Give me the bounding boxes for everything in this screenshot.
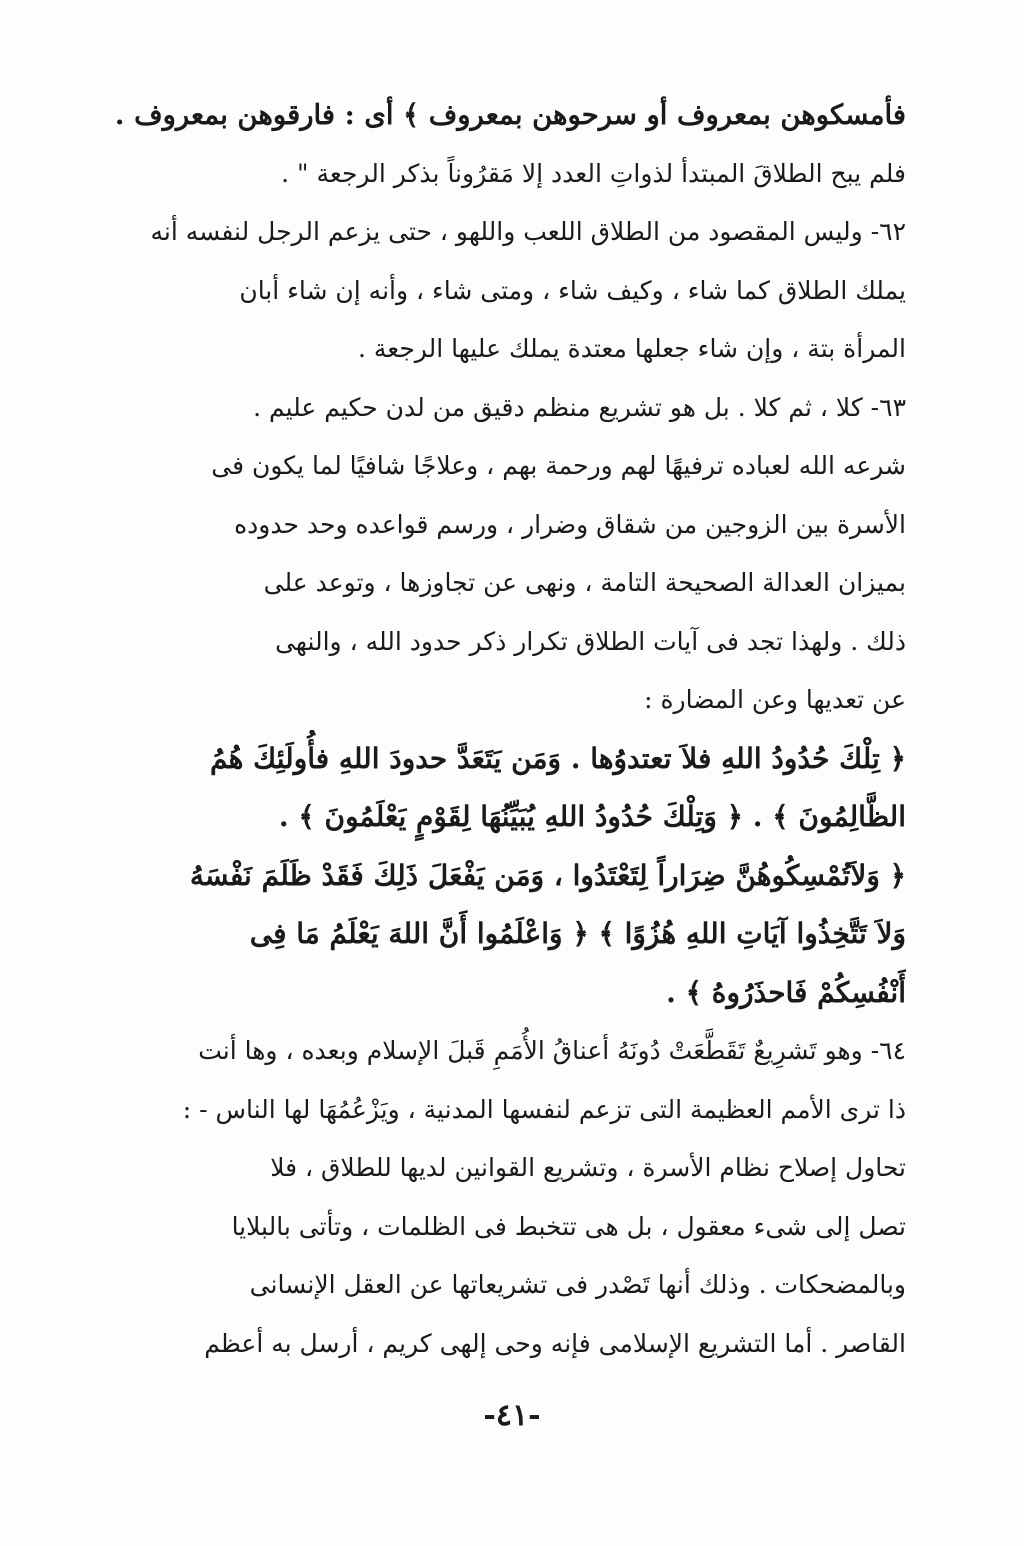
paragraph-63-line-6: عن تعديها وعن المضارة : [644, 685, 906, 714]
paragraph-64-line-1: ٦٤- وهو تَشرِيعٌ تَقَطَّعَتْ دُونَهُ أعناقُ الأُمَمِ قَبلَ الإسلام وبعده ، وها أنت [198, 1036, 906, 1065]
paragraph-62-line-2: يملك الطلاق كما شاء ، وكيف شاء ، ومتى شاء ، وأنه إن شاء أبان [239, 275, 906, 305]
paragraph-63-line-1: ٦٣- كلا ، ثم كلا . بل هو تشريع منظم دقيق من لدن حكيم عليم . [253, 392, 906, 422]
quran-quote-line-1: ﴿ تِلْكَ حُدُودُ اللهِ فلاَ تعتدوُها . وَمَن يَتَعَدَّ حدودَ اللهِ فأُولَئِكَ هُمُ [209, 741, 906, 775]
page-number: -٤١- [483, 1398, 541, 1433]
quran-quote-line-4: وَلاَ تَتَّخِذُوا آيَاتِ اللهِ هُزُوًا ﴾ ﴿ وَاعْلَمُوا أَنَّ اللهَ يَعْلَمُ مَا فِى [249, 917, 906, 950]
paragraph-63-line-5: ذلك . ولهذا تجد فى آيات الطلاق تكرار ذكر حدود الله ، والنهى [275, 626, 906, 656]
quran-quote-line-2: الظَّالِمُونَ ﴾ . ﴿ وَتِلْكَ حُدُودُ اللهِ يُبَيِّنُهَا لِقَوْمٍ يَعْلَمُونَ ﴾ . [278, 800, 906, 833]
text-line-1: فأمسكوهن بمعروف أو سرحوهن بمعروف ﴾ أى : فارقوهن بمعروف . [114, 99, 906, 131]
page-body-text [108, 86, 906, 1373]
text-line-2: فلم يبح الطلاقَ المبتدأ لذواتِ العدد إلا مَقرُوناً بذكر الرجعة " . [281, 158, 906, 188]
paragraph-63-line-3: الأسرة بين الزوجين من شقاق وضرار ، ورسم قواعده وحد حدوده [234, 509, 906, 539]
paragraph-64-line-6: القاصر . أما التشريع الإسلامى فإنه وحى إلهى كريم ، أرسل به أعظم [204, 1328, 906, 1358]
paragraph-64-line-4: تصل إلى شىء معقول ، بل هى تتخبط فى الظلمات ، وتأتى بالبلايا [231, 1211, 906, 1241]
quran-quote-line-5: أَنْفُسِكُمْ فَاحذَرُوهُ ﴾ . [666, 975, 906, 1009]
paragraph-62-line-1: ٦٢- وليس المقصود من الطلاق اللعب واللهو ، حتى يزعم الرجل لنفسه أنه [150, 217, 906, 246]
paragraph-64-line-3: تحاول إصلاح نظام الأسرة ، وتشريع القوانين لديها للطلاق ، فلا [270, 1153, 906, 1182]
paragraph-63-line-2: شرعه الله لعباده ترفيهًا لهم ورحمة بهم ، وعلاجًا شافيًا لما يكون فى [211, 451, 906, 480]
quran-quote-line-3: ﴿ وَلاَتُمْسِكُوهُنَّ ضِرَاراً لِتَعْتَدُوا ، وَمَن يَفْعَلَ ذَلِكَ فَقَدْ ظَلَمَ نَفْسَهُ [189, 858, 906, 892]
paragraph-64-line-2: ذا ترى الأمم العظيمة التى تزعم لنفسها المدنية ، ويَزْعُمُهَا لها الناس - : [182, 1094, 906, 1124]
paragraph-62-line-3: المرأة بتة ، وإن شاء جعلها معتدة يملك عليها الرجعة . [358, 334, 906, 363]
paragraph-63-line-4: بميزان العدالة الصحيحة التامة ، ونهى عن تجاوزها ، وتوعد على [263, 568, 906, 597]
paragraph-64-line-5: وبالمضحكات . وذلك أنها تَصْدر فى تشريعاتها عن العقل الإنسانى [249, 1270, 906, 1299]
